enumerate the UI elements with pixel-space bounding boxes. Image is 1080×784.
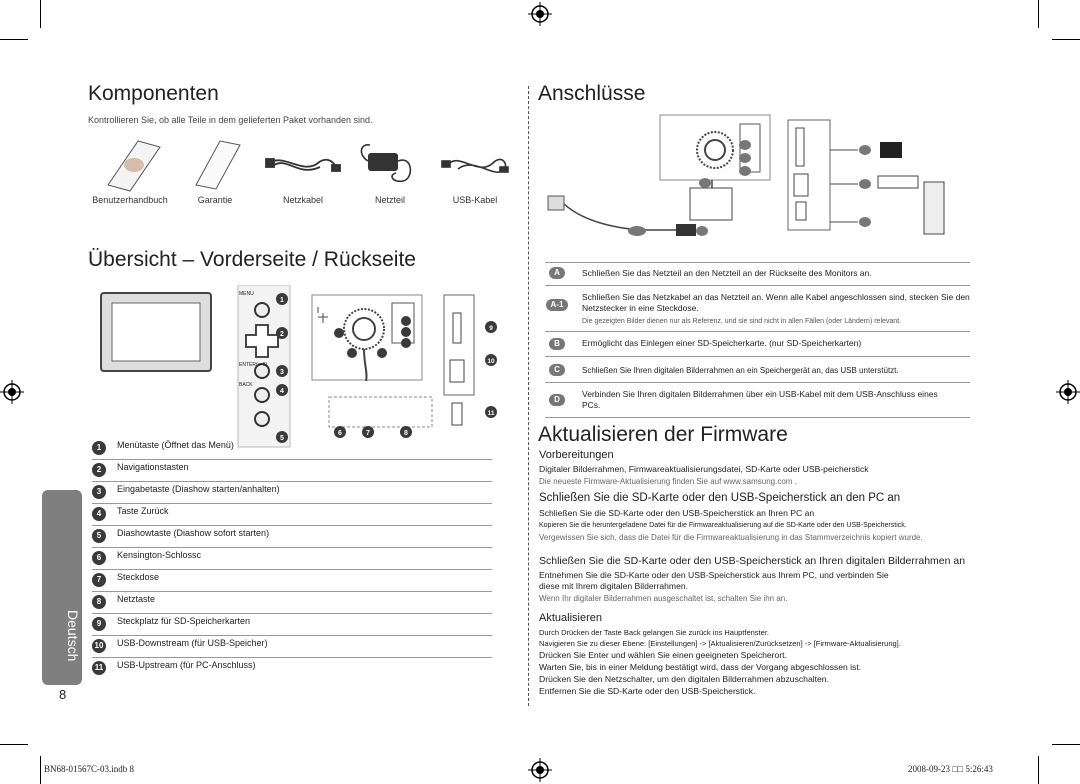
connection-badge: B [549, 338, 565, 350]
legend-number: 3 [92, 485, 106, 499]
subheading-vorbereitungen: Vorbereitungen [539, 449, 614, 461]
legend-text: Navigationstasten [117, 462, 189, 472]
fw-text: Navigieren Sie zu dieser Ebene: [Einstellungen] -> [Aktualisieren/Zurücksetzen] -> [Firmware-Aktualisierung]. [539, 639, 901, 648]
section-title-uebersicht: Übersicht – Vorderseite / Rückseite [88, 248, 416, 271]
fw-note: Die neueste Firmware-Aktualisierung finden Sie auf www.samsung.com . [539, 477, 797, 486]
legend-row [92, 481, 492, 504]
label-back: BACK [239, 382, 253, 388]
connection-text: Ermöglicht das Einlegen einer SD-Speicherkarte. (nur SD-Speicherkarten) [582, 338, 862, 348]
connection-text: Schließen Sie Ihren digitalen Bilderrahmen an ein Speichergerät an, das USB unterstützt. [582, 366, 899, 375]
manual-illustration [108, 141, 160, 191]
svg-text:2: 2 [280, 331, 284, 338]
fw-text: Warten Sie, bis in einer Meldung bestätigt wird, dass der Vorgang abgeschlossen ist. [539, 662, 862, 672]
fw-text: Entnehmen Sie die SD-Karte oder den USB-Speicherstick aus Ihrem PC, und verbinden Sie [539, 570, 889, 580]
legend-row [92, 525, 492, 548]
legend-number: 10 [92, 639, 106, 653]
legend-row [92, 613, 492, 636]
section-title-firmware: Aktualisieren der Firmware [538, 423, 788, 446]
connection-row [545, 382, 970, 418]
svg-text:6: 6 [338, 430, 342, 437]
crop-mark [1052, 744, 1080, 745]
crop-mark [0, 39, 28, 40]
component-label: Netzkabel [282, 195, 324, 205]
adapter-illustration [361, 145, 410, 182]
connection-diagram [540, 110, 970, 250]
connection-badge: D [549, 394, 565, 406]
svg-text:4: 4 [280, 388, 284, 395]
svg-text:9: 9 [489, 325, 493, 332]
legend-number: 2 [92, 463, 106, 477]
connection-row [545, 262, 970, 284]
component-label: Garantie [197, 195, 233, 205]
registration-mark-icon [0, 380, 24, 404]
page-number: 8 [59, 687, 67, 702]
komponenten-intro: Kontrollieren Sie, ob alle Teile in dem gelieferten Paket vorhanden sind. [88, 115, 373, 125]
component-label: Netzteil [374, 195, 405, 205]
legend-text: Steckplatz für SD-Speicherkarten [117, 616, 251, 626]
connection-text: Schließen Sie das Netzkabel an das Netzteil an. Wenn alle Kabel angeschlossen sind, stecken Sie den Netzstecker in eine Steckdose. [582, 292, 970, 313]
footer-timestamp: 2008-09-23 □□ 5:26:43 [908, 764, 993, 774]
svg-text:5: 5 [280, 435, 284, 442]
column-divider [528, 86, 529, 706]
crop-mark [1052, 39, 1080, 40]
legend-number: 4 [92, 507, 106, 521]
fw-text: Drücken Sie den Netzschalter, um den digitalen Bilderrahmen abzuschalten. [539, 674, 829, 684]
device-overview-diagram [96, 285, 526, 450]
frame-front-illustration [101, 293, 211, 371]
usb-cable-illustration [442, 159, 508, 172]
legend-text: Steckdose [117, 572, 160, 582]
fw-text: Schließen Sie die SD-Karte oder den USB-Speicherstick an Ihren PC an [539, 508, 815, 518]
components-illustration [98, 135, 518, 193]
fw-text: Entfernen Sie die SD-Karte oder den USB-Speicherstick. [539, 686, 756, 696]
warranty-illustration [196, 141, 240, 189]
subheading-aktualisieren: Aktualisieren [539, 612, 602, 624]
registration-mark-icon [528, 2, 552, 26]
power-cord-illustration [266, 159, 340, 171]
legend-number: 1 [92, 441, 106, 455]
registration-mark-icon [528, 758, 552, 782]
connection-row [545, 285, 970, 331]
fw-text: Digitaler Bilderrahmen, Firmwareaktualisierungsdatei, SD-Karte oder USB-peicherstick [539, 464, 869, 474]
fw-text: Kopieren Sie die heruntergeladene Datei für die Firmwareaktualisierung auf die SD-Karte oder den USB-Speicherstick. [539, 522, 907, 529]
registration-mark-icon [1056, 380, 1080, 404]
connection-badge: A-1 [546, 299, 568, 311]
legend-row [92, 459, 492, 482]
subheading-step1: Schließen Sie die SD-Karte oder den USB-Speicherstick an den PC an [539, 492, 901, 504]
legend-text: Netztaste [117, 594, 156, 604]
connection-note: Die gezeigten Bilder dienen nur als Referenz, und sie sind nicht in allen Fällen (oder Ländern) relevant. [582, 318, 902, 325]
footer-file-info: BN68-01567C-03.indb 8 [44, 764, 134, 774]
crop-mark [1038, 756, 1039, 784]
legend-number: 9 [92, 617, 106, 631]
fw-text: Drücken Sie Enter und wählen Sie einen geeigneten Speicherort. [539, 650, 787, 660]
connection-row [545, 331, 970, 356]
legend-row [92, 569, 492, 592]
component-label: USB-Kabel [452, 195, 498, 205]
svg-text:1: 1 [280, 297, 284, 304]
frame-back-illustration [312, 295, 432, 438]
legend-text: Diashowtaste (Diashow sofort starten) [117, 528, 270, 538]
crop-mark [0, 744, 28, 745]
crop-mark [1038, 0, 1039, 28]
legend-text: USB-Upstream (für PC-Anschluss) [117, 660, 256, 670]
label-menu: MENU [239, 291, 254, 297]
connection-row [545, 356, 970, 382]
legend-row [92, 635, 492, 658]
legend-text: Eingabetaste (Diashow starten/anhalten) [117, 484, 280, 494]
fw-note: Wenn Ihr digitaler Bilderrahmen ausgeschaltet ist, schalten Sie ihn an. [539, 594, 788, 603]
legend-row [92, 657, 492, 679]
legend-text: USB-Downstream (für USB-Speicher) [117, 638, 268, 648]
connection-badge: A [549, 267, 565, 279]
connection-text: Schließen Sie das Netzteil an den Netzteil an der Rückseite des Monitors an. [582, 268, 872, 278]
connection-badge: C [549, 364, 565, 376]
legend-row [92, 503, 492, 526]
legend-text: Taste Zurück [117, 506, 169, 516]
section-title-anschluesse: Anschlüsse [538, 82, 646, 105]
svg-text:8: 8 [404, 430, 408, 437]
svg-text:10: 10 [487, 358, 495, 365]
legend-row [92, 437, 492, 460]
svg-text:3: 3 [280, 369, 284, 376]
svg-text:7: 7 [366, 430, 370, 437]
language-tab-label: Deutsch [65, 610, 81, 662]
section-title-komponenten: Komponenten [88, 82, 219, 105]
port-strip-illustration [444, 295, 497, 425]
legend-number: 11 [92, 661, 106, 675]
legend-text: Menütaste (Öffnet das Menü) [117, 440, 234, 450]
connection-text: Verbinden Sie Ihren digitalen Bilderrahmen über ein USB-Kabel mit dem USB-Anschluss eines PCs. [582, 389, 938, 410]
fw-text: diese mit Ihrem digitalen Bilderrahmen. [539, 581, 689, 591]
legend-row [92, 591, 492, 614]
legend-row [92, 547, 492, 570]
fw-note: Vergewissen Sie sich, dass die Datei für die Firmwareaktualisierung in das Stammverzeichnis kopiert wurde. [539, 533, 923, 542]
crop-mark [40, 0, 41, 28]
legend-number: 7 [92, 573, 106, 587]
component-label: Benutzerhandbuch [92, 195, 168, 205]
legend-text: Kensington-Schlossc [117, 550, 202, 560]
label-enter: ENTER(►II) [239, 362, 268, 368]
svg-text:11: 11 [487, 410, 495, 417]
fw-text: Durch Drücken der Taste Back gelangen Sie zurück ins Hauptfenster. [539, 628, 769, 637]
crop-mark [40, 756, 41, 784]
legend-number: 8 [92, 595, 106, 609]
subheading-step2: Schließen Sie die SD-Karte oder den USB-Speicherstick an Ihren digitalen Bilderrahmen an [539, 555, 966, 567]
legend-number: 6 [92, 551, 106, 565]
legend-number: 5 [92, 529, 106, 543]
